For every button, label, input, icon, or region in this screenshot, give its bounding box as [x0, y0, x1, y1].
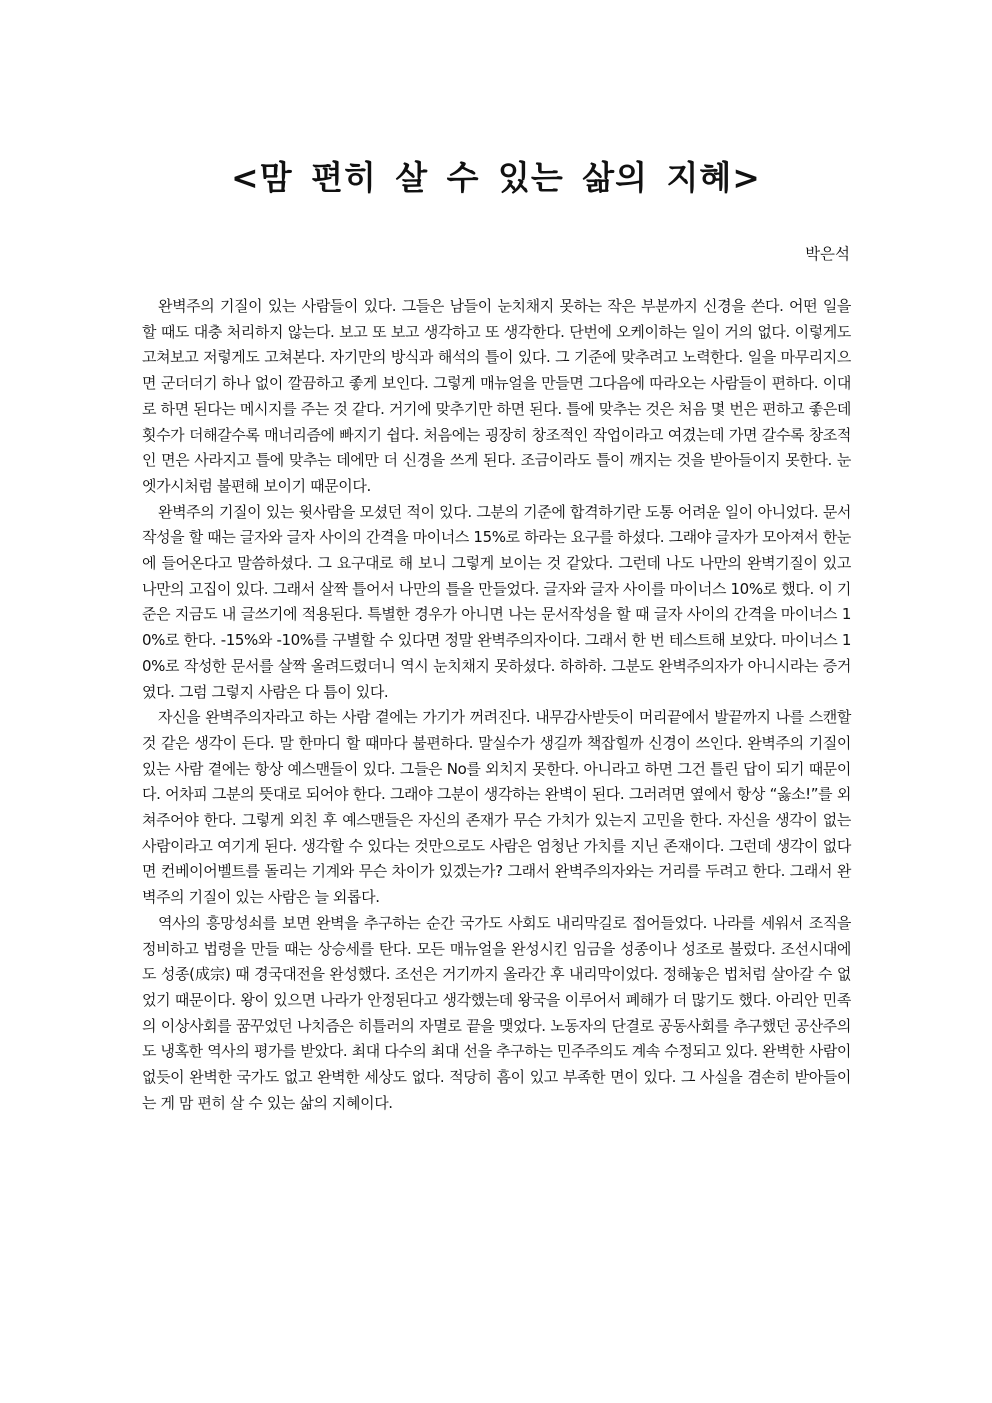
paragraph-1: 완벽주의 기질이 있는 사람들이 있다. 그들은 남들이 눈치채지 못하는 작은 부분까지 신경을 쓴다. 어떤 일을 할 때도 대충 처리하지 않는다. 보고 또 보고 생각하고 또 생각한다. 단번에 오케이하는 일이 거의 없다. 이렇게도 고쳐보고 저렇게도 고쳐본다. 자기만의 방식과 해석의 틀이 있다. 그 기준에 맞추려고 노력한다. 일을 마무리지으면 군더더기 하나 없이 깔끔하고 좋게 보인다. 그렇게 매뉴얼을 만들면 그다음에 따라오는 사람들이 편하다. 이대로 하면 된다는 메시지를 주는 것 같다. 거기에 맞추기만 하면 된다. 틀에 맞추는 것은 처음 몇 번은 편하고 좋은데 횟수가 더해갈수록 매너리즘에 빠지기 쉽다. 처음에는 굉장히 창조적인 작업이라고 여겼는데 가면 갈수록 창조적인 면은 사라지고 틀에 맞추는 데에만 더 신경을 쓰게 된다. 조금이라도 틀이 깨지는 것을 받아들이지 못한다. 눈엣가시처럼 불편해 보이기 때문이다. [142, 297, 851, 495]
document-body [142, 294, 851, 1117]
paragraph-4: 역사의 흥망성쇠를 보면 완벽을 추구하는 순간 국가도 사회도 내리막길로 접어들었다. 나라를 세워서 조직을 정비하고 법령을 만들 때는 상승세를 탄다. 모든 매뉴얼을 완성시킨 임금을 성종이나 성조로 불렀다. 조선시대에도 성종(成宗) 때 경국대전을 완성했다. 조선은 거기까지 올라간 후 내리막이었다. 정해놓은 법처럼 살아갈 수 없었기 때문이다. 왕이 있으면 나라가 안정된다고 생각했는데 왕국을 이루어서 폐해가 더 많기도 했다. 아리안 민족의 이상사회를 꿈꾸었던 나치즘은 히틀러의 자멸로 끝을 맺었다. 노동자의 단결로 공동사회를 추구했던 공산주의도 냉혹한 역사의 평가를 받았다. 최대 다수의 최대 선을 추구하는 민주주의도 계속 수정되고 있다. 완벽한 사람이 없듯이 완벽한 국가도 없고 완벽한 세상도 없다. 적당히 흠이 있고 부족한 면이 있다. 그 사실을 겸손히 받아들이는 게 맘 편히 살 수 있는 삶의 지혜이다. [142, 913, 851, 1112]
paragraph-3: 자신을 완벽주의자라고 하는 사람 곁에는 가기가 꺼려진다. 내무감사받듯이 머리끝에서 발끝까지 나를 스캔할 것 같은 생각이 든다. 말 한마디 할 때마다 불편하다. 말실수가 생길까 책잡힐까 신경이 쓰인다. 완벽주의 기질이 있는 사람 곁에는 항상 예스맨들이 있다. 그들은 No를 외치지 못한다. 아니라고 하면 그건 틀린 답이 되기 때문이다. 어차피 그분의 뜻대로 되어야 한다. 그래야 그분이 생각하는 완벽이 된다. 그러려면 옆에서 항상 “옳소!”를 외쳐주어야 한다. 그렇게 외친 후 예스맨들은 자신의 존재가 무슨 가치가 있는지 고민을 한다. 자신을 생각이 없는 사람이라고 여기게 된다. 생각할 수 있다는 것만으로도 사람은 엄청난 가치를 지닌 존재이다. 그런데 생각이 없다면 컨베이어벨트를 돌리는 기계와 무슨 차이가 있겠는가? 그래서 완벽주의자와는 거리를 두려고 한다. 그래서 완벽주의 기질이 있는 사람은 늘 외롭다. [142, 708, 851, 907]
author-name: 박은석 [805, 245, 850, 263]
paragraph-2: 완벽주의 기질이 있는 윗사람을 모셨던 적이 있다. 그분의 기준에 합격하기란 도통 어려운 일이 아니었다. 문서작성을 할 때는 글자와 글자 사이의 간격을 마이너스 15%로 하라는 요구를 하셨다. 그래야 글자가 모아져서 한눈에 들어온다고 말씀하셨다. 그 요구대로 해 보니 그렇게 보이는 것 같았다. 그런데 나도 나만의 완벽기질이 있고 나만의 고집이 있다. 그래서 살짝 틀어서 나만의 틀을 만들었다. 글자와 글자 사이를 마이너스 10%로 했다. 이 기준은 지금도 내 글쓰기에 적용된다. 특별한 경우가 아니면 나는 문서작성을 할 때 글자 사이의 간격을 마이너스 10%로 한다. -15%와 -10%를 구별할 수 있다면 정말 완벽주의자이다. 그래서 한 번 테스트해 보았다. 마이너스 10%로 작성한 문서를 살짝 올려드렸더니 역시 눈치채지 못하셨다. 하하하. 그분도 완벽주의자가 아니시라는 증거였다. 그럼 그렇지 사람은 다 틈이 있다. [142, 502, 851, 701]
document-title: <맘 편히 살 수 있는 삶의 지혜> [231, 158, 761, 197]
